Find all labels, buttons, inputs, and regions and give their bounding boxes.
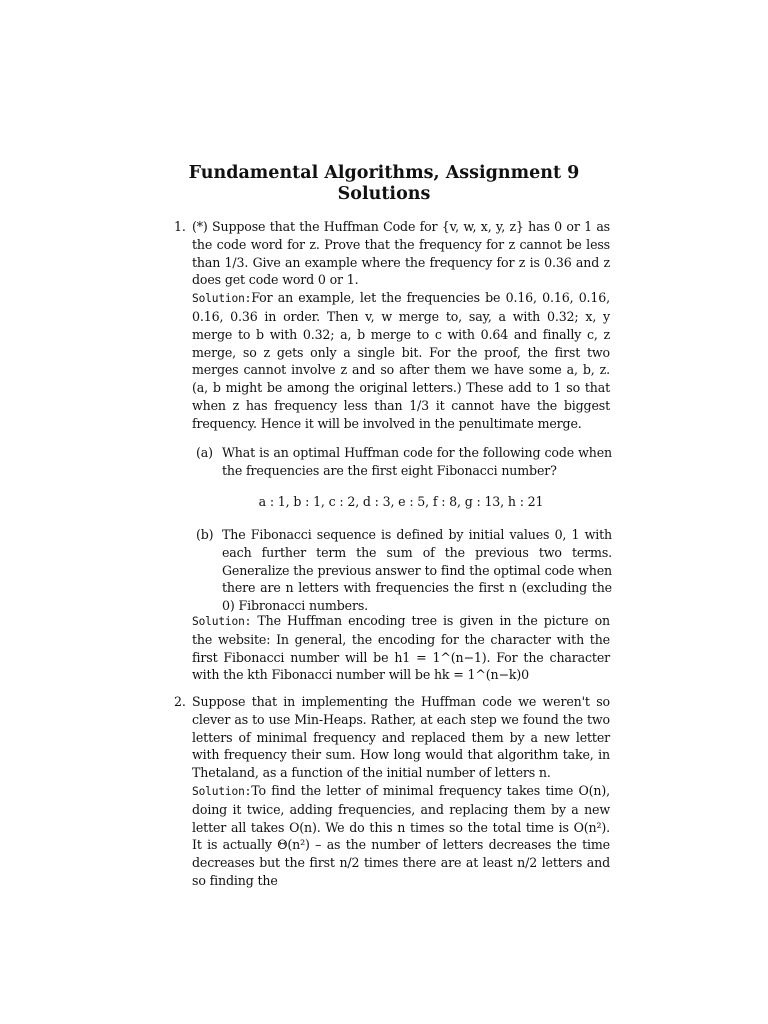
problem-2-number: 2. [174, 694, 186, 709]
problem-1-part-a [196, 444, 612, 480]
solution-2-label: Solution: [192, 615, 252, 628]
part-a-text: What is an optimal Huffman code for the following code when the frequencies are the first eight Fibonacci number? [222, 445, 612, 478]
solution-label: Solution: [192, 292, 252, 306]
solution-text: For an example, let the frequencies be 0.16, 0.16, 0.16, 0.16, 0.36 in order. Then v, w merge to, say, a with 0.32; x, y merge to b with 0.32; a, b merge to c with 0.64 and finally c, z merge, so z gets only a single bit. For the proof, the first two merges cannot involve z and so after them we have some a, b, z. (a, b might be among the original letters.) These add to 1 so that when z has frequency less than 1/3 it cannot have the biggest frequency. Hence it will be involved in the penultimate merge. [192, 290, 610, 431]
title-line-2: Solutions [337, 184, 431, 204]
solution-2-text: The Huffman encoding tree is given in the picture on the website: In general, the encoding for the character with the first Fibonacci number will be h1 = 1^(n−1). For the character with the kth Fibonacci number will be hk = 1^(n−k)0 [192, 613, 611, 683]
problem-2-solution [192, 782, 610, 890]
problem-1 [174, 218, 610, 433]
problem-2-solution-text: To find the letter of minimal frequency takes time O(n), doing it twice, adding frequencies, and replacing them by a new letter all takes O(n). We do this n times so the total time is O(n²). It is actually Θ(n²) – as the number of letters decreases the time decreases but the first n/2 times there are at least n/2 letters and so finding the [192, 782, 610, 888]
problem-2-statement: Suppose that in implementing the Huffman code we weren't so clever as to use Min-Heaps. Rather, at each step we found the two letters of minimal frequency and replaced them by a new letter with frequency their sum. How long would that algorithm take, in Thetaland, as a function of the initial number of letters n. [192, 694, 610, 781]
problem-1-solution-2 [192, 612, 610, 684]
fibonacci-frequencies: a : 1, b : 1, c : 2, d : 3, e : 5, f : 8, g : 13, h : 21 [258, 494, 544, 509]
part-b-text: The Fibonacci sequence is defined by initial values 0, 1 with each further term the sum of the previous two terms. Generalize the previous answer to find the optimal code when there are n letters with frequencies the first n (excluding the 0) Fibronacci numbers. [222, 527, 612, 614]
part-b-label: (b) [196, 527, 214, 542]
problem-2 [174, 693, 610, 890]
problem-2-solution-label: Solution: [192, 784, 252, 798]
problem-1-number: 1. [174, 219, 186, 234]
problem-1-part-b [196, 526, 612, 615]
problem-1-solution [192, 289, 610, 432]
document-title [0, 163, 768, 205]
title-line-1: Fundamental Algorithms, Assignment 9 [188, 163, 580, 183]
problem-1-statement: (*) Suppose that the Huffman Code for {v, w, x, y, z} has 0 or 1 as the code word for z. Prove that the frequency for z cannot be less than 1/3. Give an example where the frequency for z is 0.36 and z does get code word 0 or 1. [192, 219, 610, 288]
part-a-label: (a) [196, 445, 213, 460]
